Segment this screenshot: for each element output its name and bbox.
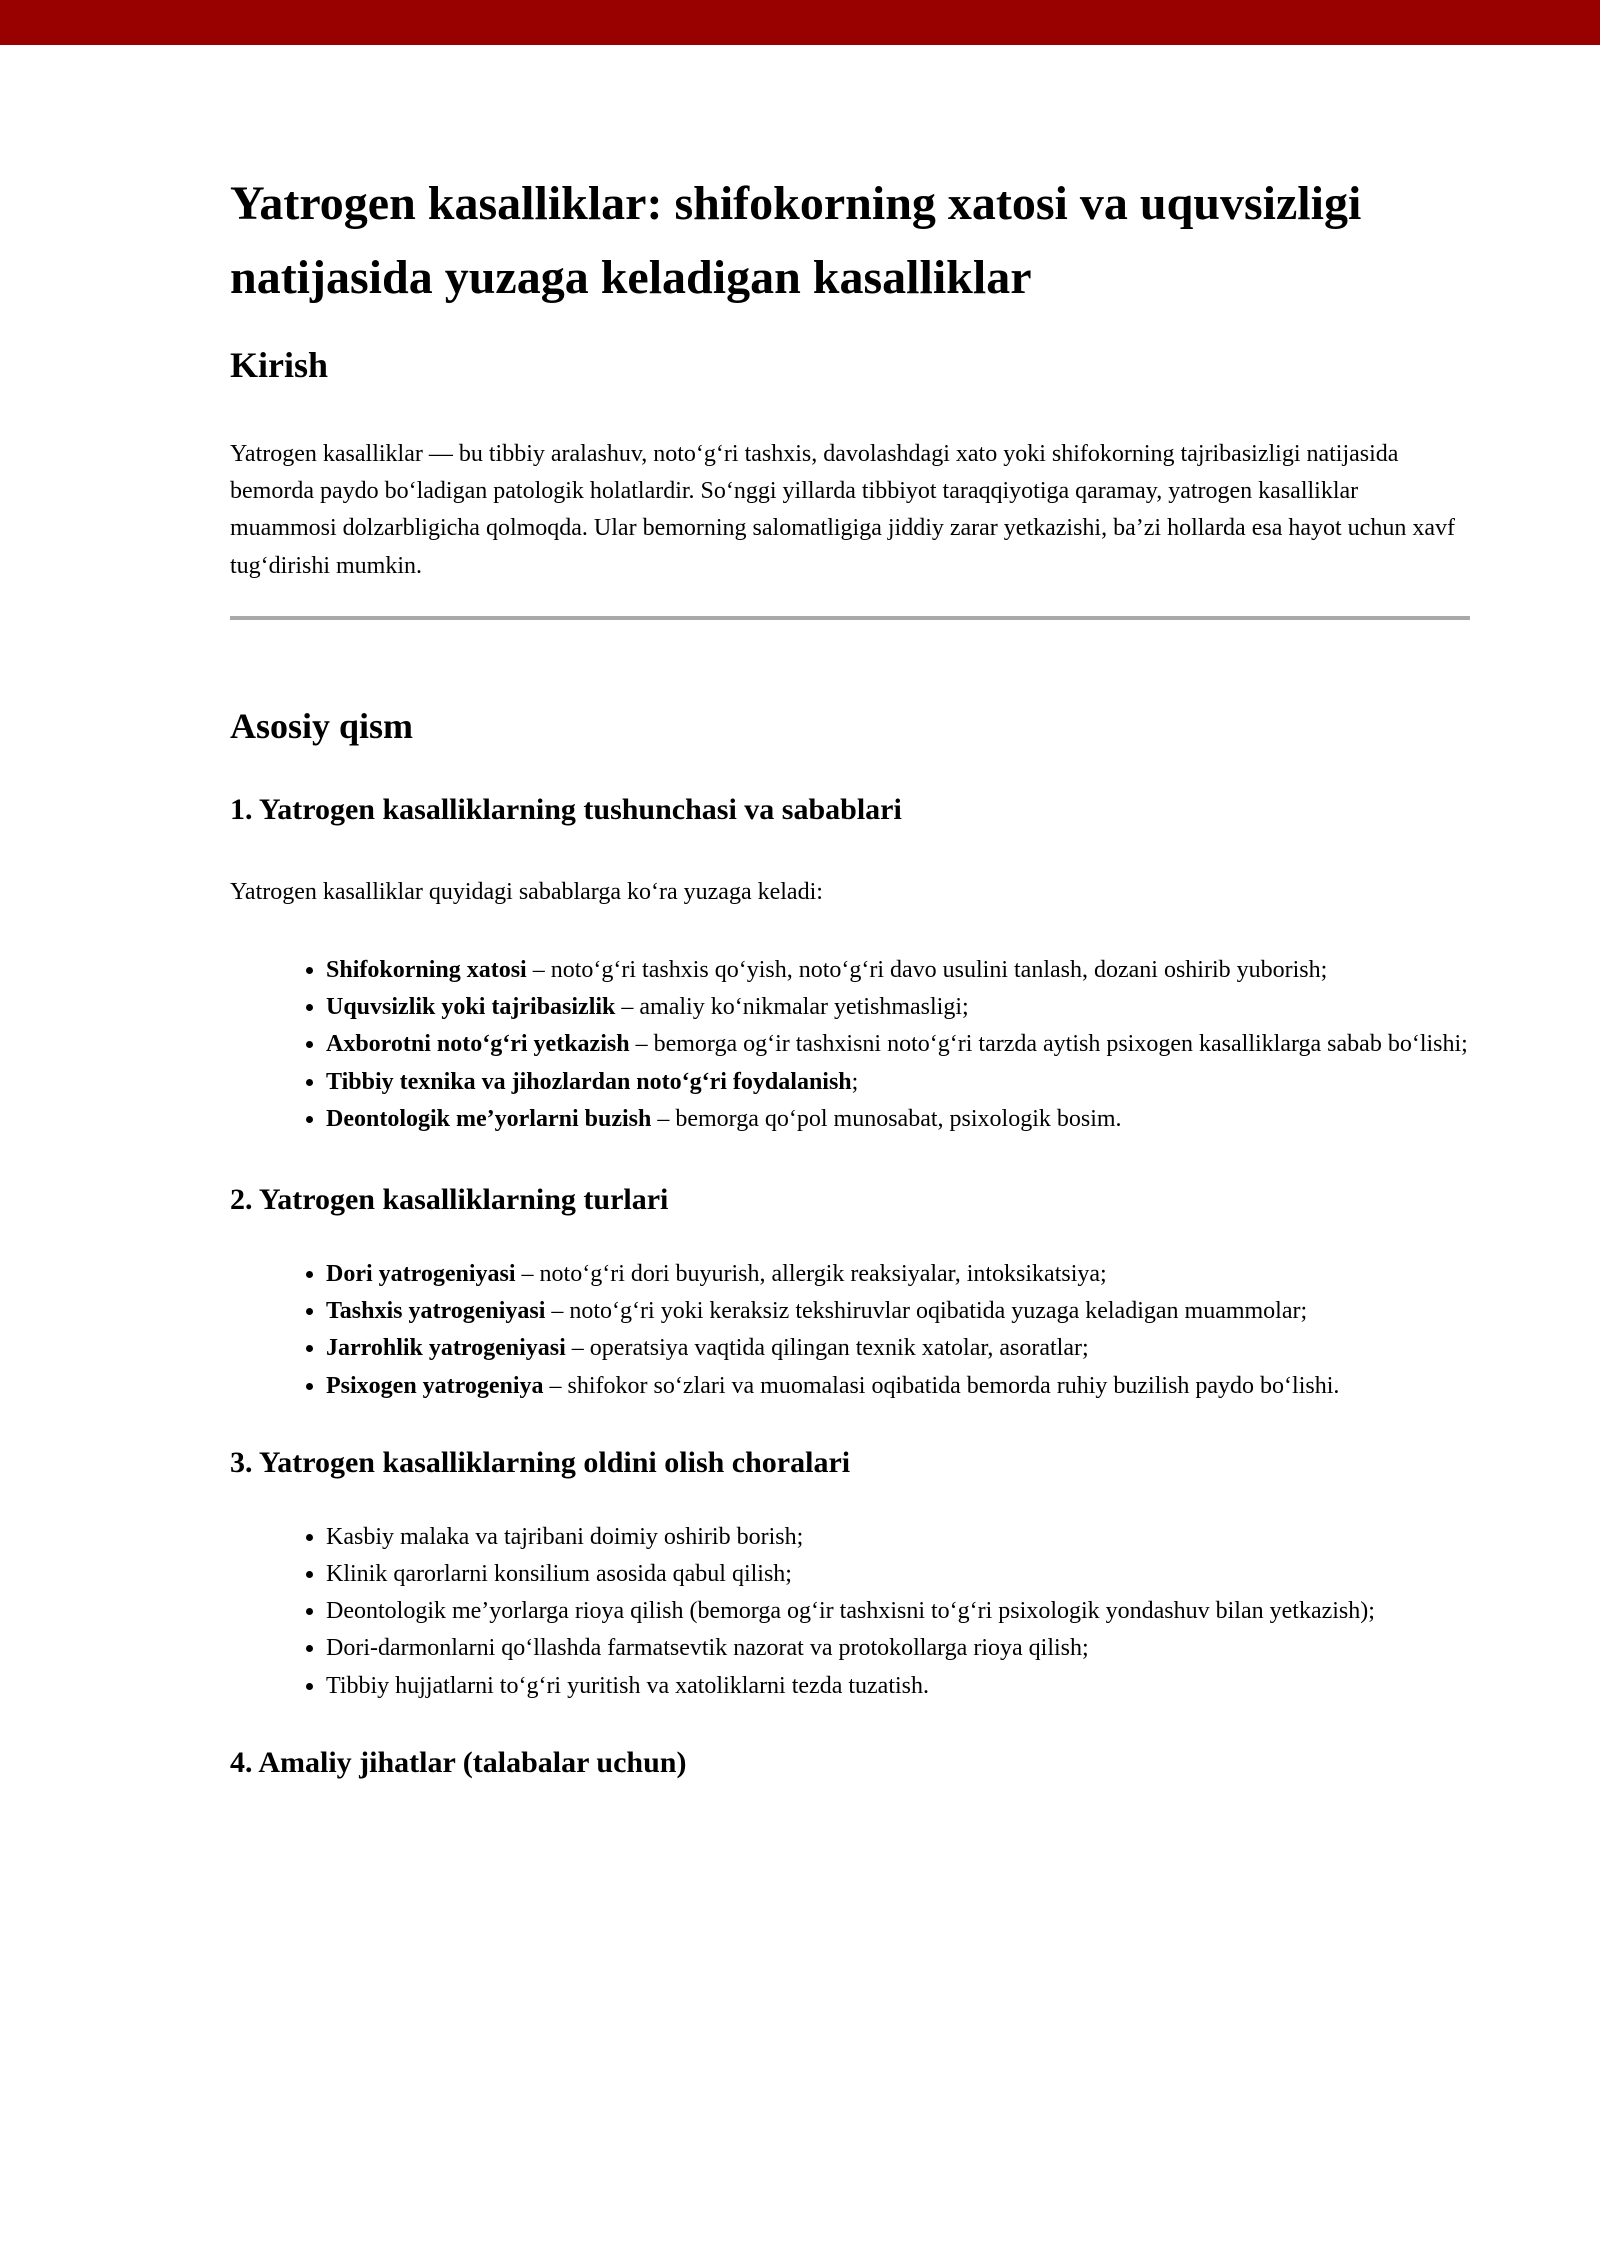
heading-kirish: Kirish: [230, 344, 329, 385]
top-accent-bar: [0, 0, 1600, 45]
heading-section-1: 1. Yatrogen kasalliklarning tushunchasi va sabablari: [230, 792, 902, 826]
list-item: [326, 1293, 1470, 1330]
page-title: Yatrogen kasalliklar: shifokorning xatosi va uquvsizligi natijasida yuzaga keladigan kasalliklar: [230, 177, 1362, 305]
section-3-list: [230, 1519, 1470, 1705]
section-1-list: [230, 952, 1470, 1138]
section-2-list: [230, 1256, 1470, 1405]
list-item: [326, 1026, 1470, 1063]
list-item: [326, 1256, 1470, 1293]
list-item-desc: – amaliy ko‘nikmalar yetishmasligi;: [615, 994, 969, 1021]
intro-paragraph: Yatrogen kasalliklar — bu tibbiy aralashuv, noto‘g‘ri tashxis, davolashdagi xato yoki shifokorning tajribasizligi natijasida bemorda paydo bo‘ladigan patologik holatlardir. So‘nggi yillarda tibbiyot taraqqiyotiga qaramay, yatrogen kasalliklar muammosi dolzarbligicha qolmoqda. Ular bemorning salomatligiga jiddiy zarar yetkazishi, ba’zi hollarda esa hayot uchun xavf tug‘dirishi mumkin.: [230, 440, 1455, 579]
list-item-term: Shifokorning xatosi: [326, 957, 527, 984]
list-item-term: Uquvsizlik yoki tajribasizlik: [326, 994, 616, 1021]
heading-section-3: 3. Yatrogen kasalliklarning oldini olish choralari: [230, 1445, 851, 1479]
list-item-term: Axborotni noto‘g‘ri yetkazish: [326, 1031, 630, 1058]
list-item-desc: – operatsiya vaqtida qilingan texnik xatolar, asoratlar;: [565, 1335, 1089, 1362]
list-item: [326, 1330, 1470, 1367]
list-item: [326, 989, 1470, 1026]
list-item-desc: – noto‘g‘ri yoki keraksiz tekshiruvlar oqibatida yuzaga keladigan muammolar;: [545, 1298, 1308, 1325]
list-item-desc: – bemorga og‘ir tashxisni noto‘g‘ri tarzda aytish psixogen kasalliklarga sabab bo‘lishi;: [629, 1031, 1468, 1058]
list-item-term: Tashxis yatrogeniyasi: [326, 1298, 546, 1325]
list-item-term: Deontologik me’yorlarni buzish: [326, 1105, 652, 1132]
list-item-term: Dori yatrogeniyasi: [326, 1261, 516, 1288]
list-item: • Tibbiy hujjatlarni to‘g‘ri yuritish va xatoliklarni tezda tuzatish.: [326, 1668, 1470, 1705]
heading-section-4: 4. Amaliy jihatlar (talabalar uchun): [230, 1745, 687, 1779]
list-item: [326, 1368, 1470, 1405]
list-item: [326, 952, 1470, 989]
list-item: • Deontologik me’yorlarga rioya qilish (bemorga og‘ir tashxisni to‘g‘ri psixologik yondashuv bilan yetkazish);: [326, 1593, 1470, 1630]
horizontal-divider: [230, 616, 1470, 620]
list-item-term: Tibbiy texnika va jihozlardan noto‘g‘ri foydalanish: [326, 1068, 852, 1095]
list-item: • Kasbiy malaka va tajribani doimiy oshirib borish;: [326, 1519, 1470, 1556]
list-item-desc: ;: [851, 1068, 859, 1095]
section-1-lead: Yatrogen kasalliklar quyidagi sabablarga ko‘ra yuzaga keladi:: [230, 878, 823, 905]
list-item: [326, 1064, 1470, 1101]
list-item-desc: – noto‘g‘ri tashxis qo‘yish, noto‘g‘ri davo usulini tanlash, dozani oshirib yuborish;: [526, 957, 1328, 984]
list-item: [326, 1101, 1470, 1138]
list-item-term: Psixogen yatrogeniya: [326, 1372, 544, 1399]
list-item-desc: – bemorga qo‘pol munosabat, psixologik bosim.: [651, 1105, 1122, 1132]
list-item: • Klinik qarorlarni konsilium asosida qabul qilish;: [326, 1556, 1470, 1593]
heading-asosiy-qism: Asosiy qism: [230, 705, 414, 746]
heading-section-2: 2. Yatrogen kasalliklarning turlari: [230, 1183, 669, 1217]
list-item-desc: – shifokor so‘zlari va muomalasi oqibatida bemorda ruhiy buzilish paydo bo‘lishi.: [543, 1372, 1340, 1399]
list-item: • Dori-darmonlarni qo‘llashda farmatsevtik nazorat va protokollarga rioya qilish;: [326, 1630, 1470, 1667]
document-page: [0, 167, 1600, 1781]
list-item-desc: – noto‘g‘ri dori buyurish, allergik reaksiyalar, intoksikatsiya;: [515, 1261, 1107, 1288]
list-item-term: Jarrohlik yatrogeniyasi: [326, 1335, 566, 1362]
